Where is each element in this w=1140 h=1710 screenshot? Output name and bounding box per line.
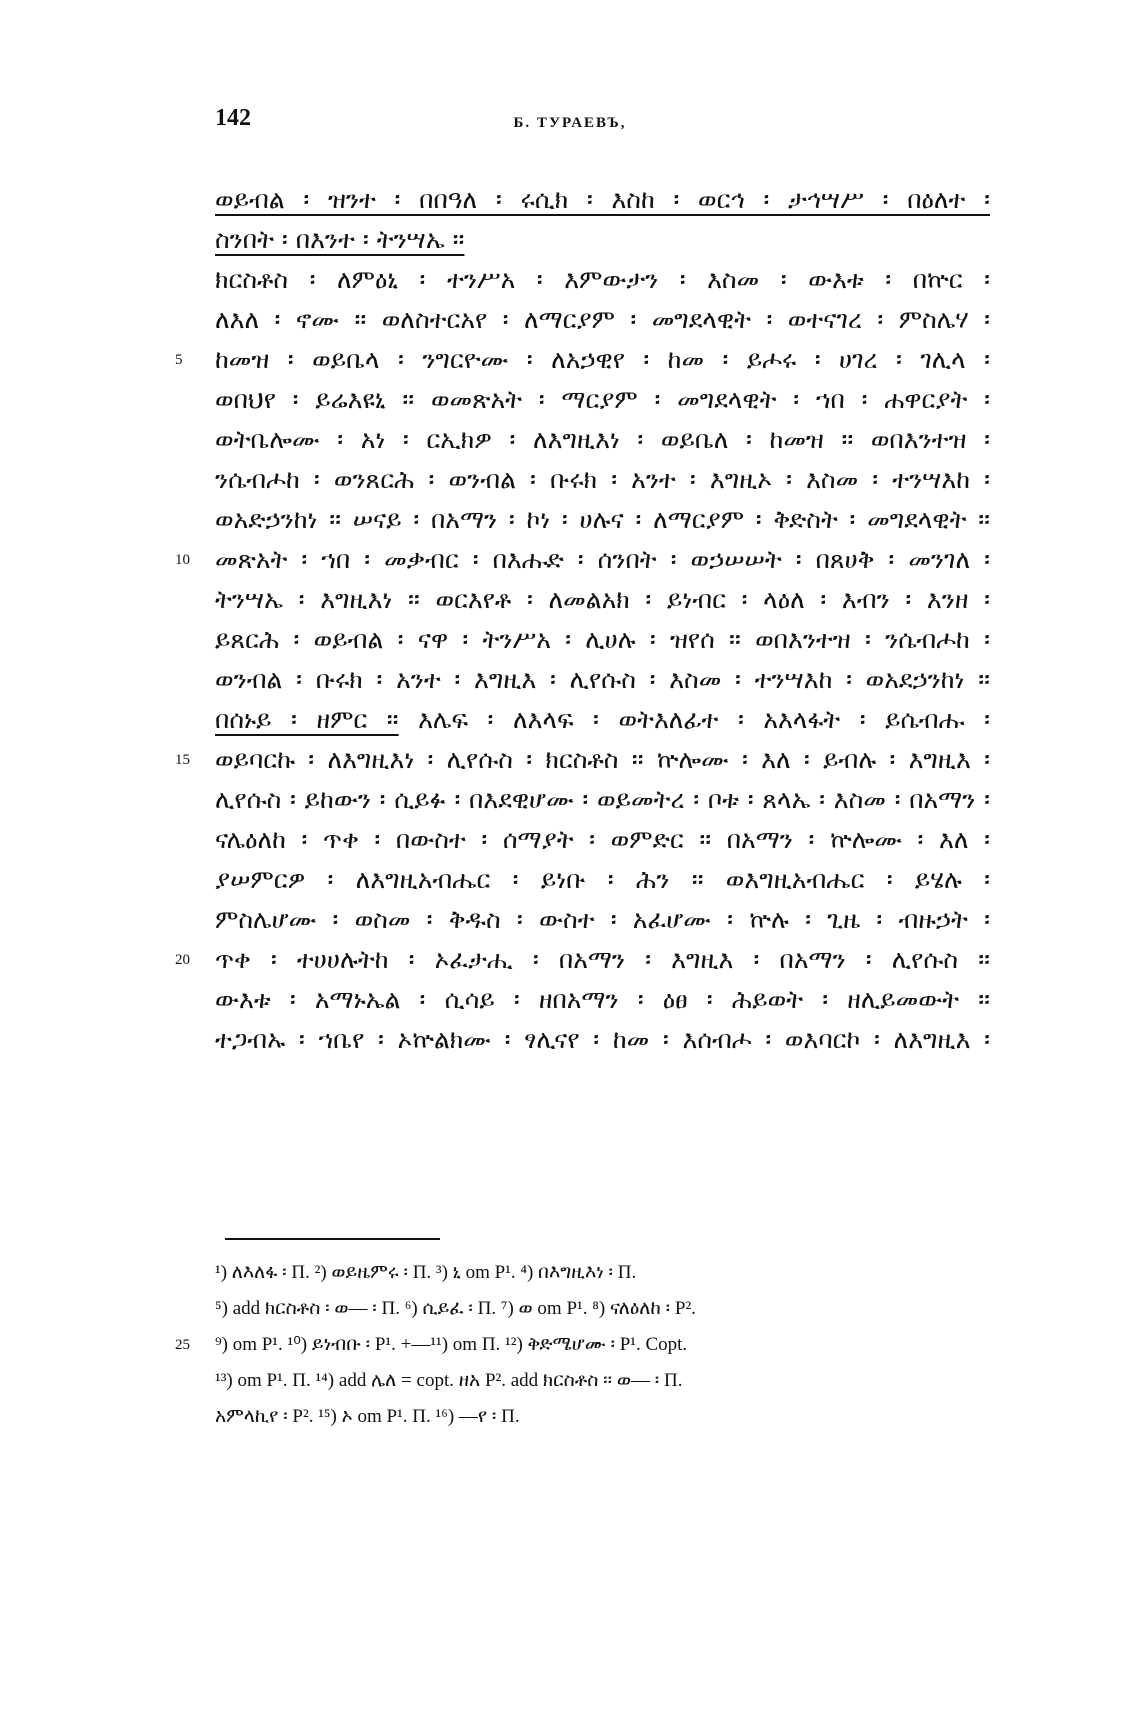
footnote-line — [215, 1363, 990, 1399]
page-number: 142 — [215, 105, 251, 131]
text-line — [215, 220, 990, 260]
line-text: ጥቀ ፡ ተሀሀሉትከ ፡ ኦፈታሒ ፡ በአማን ፡ እግዚእ ፡ በአማን ፡ ሊየሱስ ፡፡ — [215, 945, 990, 974]
line-text: ወይባርኩ ፡ ለእግዚእነ ፡ ሊየሱስ ፡ ክርስቶስ ፡፡ ኵሎሙ ፡ እለ ፡ ይብሉ ፡ እግዚእ ፡ — [215, 745, 990, 774]
text-line — [215, 700, 990, 740]
footnote-text: ⁵) add ክርስቶስ ፡ ወ— ፡ Π. ⁶) ሲይፈ ፡ Π. ⁷) ወ om P¹. ⁸) ናለዕለከ ፡ P². — [215, 1298, 696, 1319]
footnote-line — [215, 1255, 990, 1291]
line-text: እሌፍ ፡ ለእላፍ ፡ ወትእለፊተ ፡ አእላፋት ፡ ይሴብሑ ፡ — [398, 705, 990, 734]
footnote-text: ¹³) om P¹. Π. ¹⁴) add ሌለ = copt. ዘአ P². add ክርስቶስ ፡፡ ወ— ፡ Π. — [215, 1370, 683, 1391]
text-line — [215, 260, 990, 300]
footnote-line — [215, 1291, 990, 1327]
line-number: 5 — [175, 352, 183, 368]
footnote-text: ¹) ለእለፋ ፡ Π. ²) ወይዜምሩ ፡ Π. ³) ኒ om P¹. ⁴) በእግዚእነ ፡ Π. — [215, 1262, 637, 1283]
text-line — [215, 660, 990, 700]
running-head: Б. ТУРАЕВЪ, — [513, 115, 627, 131]
line-text: ወይብል ፡ ዝንተ ፡ በበዓለ ፡ ሩሲክ ፡ እስከ ፡ ወርኅ ፡ ታኅሣሥ ፡ በዕለተ ፡ — [215, 185, 990, 214]
footnote-line — [175, 1327, 990, 1363]
line-number: 20 — [175, 952, 190, 968]
line-text: ንሴብሖከ ፡ ወንጸርሕ ፡ ወንብል ፡ ቡሩክ ፡ አንተ ፡ እግዚኦ ፡ እስመ ፡ ተንሣእከ ፡ — [215, 465, 990, 494]
text-line — [215, 620, 990, 660]
text-line — [215, 900, 990, 940]
line-text: ናሌዕለከ ፡ ጥቀ ፡ በውስተ ፡ ሰማያት ፡ ወምድር ፡፡ በአማን ፡ ኵሎሙ ፡ እለ ፡ — [215, 825, 990, 854]
footnote-line — [215, 1399, 990, 1435]
text-line — [215, 780, 990, 820]
text-line — [215, 1020, 990, 1060]
footnote-text: ⁹) om P¹. ¹⁰) ይነብቡ ፡ P¹. +—¹¹) om Π. ¹²) ቅድሜሆሙ ፡ P¹. Copt. — [215, 1334, 688, 1355]
text-line — [215, 580, 990, 620]
line-text: ይጸርሕ ፡ ወይብል ፡ ናዋ ፡ ትንሥአ ፡ ሊሀሉ ፡ ዝየሰ ፡፡ ወበእንተዝ ፡ ንሴብሖከ ፡ — [215, 625, 990, 654]
text-line — [215, 500, 990, 540]
text-line — [175, 940, 990, 980]
line-text: ወትቤሎሙ ፡ አነ ፡ ርኢክዎ ፡ ለእግዚእነ ፡ ወይቤለ ፡ ከመዝ ፡፡ ወበእንተዝ ፡ — [215, 425, 990, 454]
line-text: ምስሌሆሙ ፡ ወስመ ፡ ቅዱስ ፡ ውስተ ፡ አፈሆሙ ፡ ኵሉ ፡ ጊዜ ፡ ብዙኃት ፡ — [215, 905, 990, 934]
line-text: ክርስቶስ ፡ ለምዕኒ ፡ ተንሥአ ፡ እምውታን ፡ እስመ ፡ ውእቱ ፡ በኵር ፡ — [215, 265, 990, 294]
line-text: መጽአት ፡ ኀበ ፡ መቃብር ፡ በእሑድ ፡ ሰንበት ፡ ወኃሠሠት ፡ በጸሀቅ ፡ መንገለ ፡ — [215, 545, 990, 574]
line-text: ስንበት ፡ በእንተ ፡ ትንሣኤ ፡፡ — [215, 225, 465, 254]
line-text: ተጋብኡ ፡ ኀቤየ ፡ ኦኵልክሙ ፡ ፃሊናየ ፡ ከመ ፡ እሰብሖ ፡ ወእባርኮ ፡ ለእግዚእ ፡ — [215, 1025, 990, 1054]
line-text: ሊየሱስ ፡ ይከውን ፡ ሲይፉ ፡ በእደዊሆሙ ፡ ወይመትረ ፡ ቦቱ ፡ ጸላኤ ፡ እስመ ፡ በአማን ፡ — [215, 785, 990, 814]
text-line — [175, 740, 990, 780]
text-line — [215, 380, 990, 420]
main-text — [175, 180, 990, 1060]
text-line — [215, 860, 990, 900]
text-line — [215, 460, 990, 500]
line-text: ከመዝ ፡ ወይቤላ ፡ ንግርዮሙ ፡ ለአኃዊየ ፡ ከመ ፡ ይሖሩ ፡ ሀገረ ፡ ገሊላ ፡ — [215, 345, 990, 374]
text-line — [175, 540, 990, 580]
text-line — [215, 820, 990, 860]
line-text: ወበህየ ፡ ይሬእዩኒ ፡፡ ወመጽአት ፡ ማርያም ፡ መግደላዊት ፡ ኀበ ፡ ሐዋርያት ፡ — [215, 385, 990, 414]
rubric-heading: በሰኑይ ፡ ዘምር ፡፡ — [215, 705, 399, 734]
line-number: 15 — [175, 752, 190, 768]
line-text: ትንሣኤ ፡ እግዚእነ ፡፡ ወርእየቶ ፡ ለመልአክ ፡ ይነብር ፡ ላዕለ ፡ እብን ፡ እንዘ ፡ — [215, 585, 990, 614]
text-line — [215, 180, 990, 220]
footnote-rule — [225, 1238, 440, 1240]
line-text: ወአድኃንከነ ፡፡ ሠናይ ፡ በአማን ፡ ኮነ ፡ ሀሉና ፡ ለማርያም ፡ ቅድስት ፡ መግደላዊት ፡፡ — [215, 505, 990, 534]
text-line — [215, 420, 990, 460]
footnote-text: አምላኪየ ፡ P². ¹⁵) ኦ om P¹. Π. ¹⁶) —የ ፡ Π. — [215, 1406, 520, 1427]
line-text: ወንብል ፡ ቡሩክ ፡ አንተ ፡ እግዚእ ፡ ሊየሱስ ፡ እስመ ፡ ተንሣእከ ፡ ወአደኃንከነ ፡፡ — [215, 665, 990, 694]
line-number: 10 — [175, 552, 190, 568]
line-number: 25 — [175, 1337, 190, 1353]
footnotes — [175, 1255, 990, 1435]
text-line — [175, 340, 990, 380]
text-line — [215, 300, 990, 340]
line-text: ውእቱ ፡ አማኑኤል ፡ ሲሳይ ፡ ዘበአማን ፡ ዕፀ ፡ ሕይወት ፡ ዘሊይመውት ፡፡ — [215, 985, 990, 1014]
line-text: ያሠምርዎ ፡ ለእግዚአብሔር ፡ ይነቡ ፡ ሕን ፡፡ ወእግዚአብሔር ፡ ይሄሉ ፡ — [215, 865, 990, 894]
text-line — [215, 980, 990, 1020]
line-text: ለእለ ፡ ኖሙ ፡፡ ወለስተርአየ ፡ ለማርያም ፡ መግደላዊት ፡ ወተናገረ ፡ ምስሌሃ ፡ — [215, 305, 990, 334]
